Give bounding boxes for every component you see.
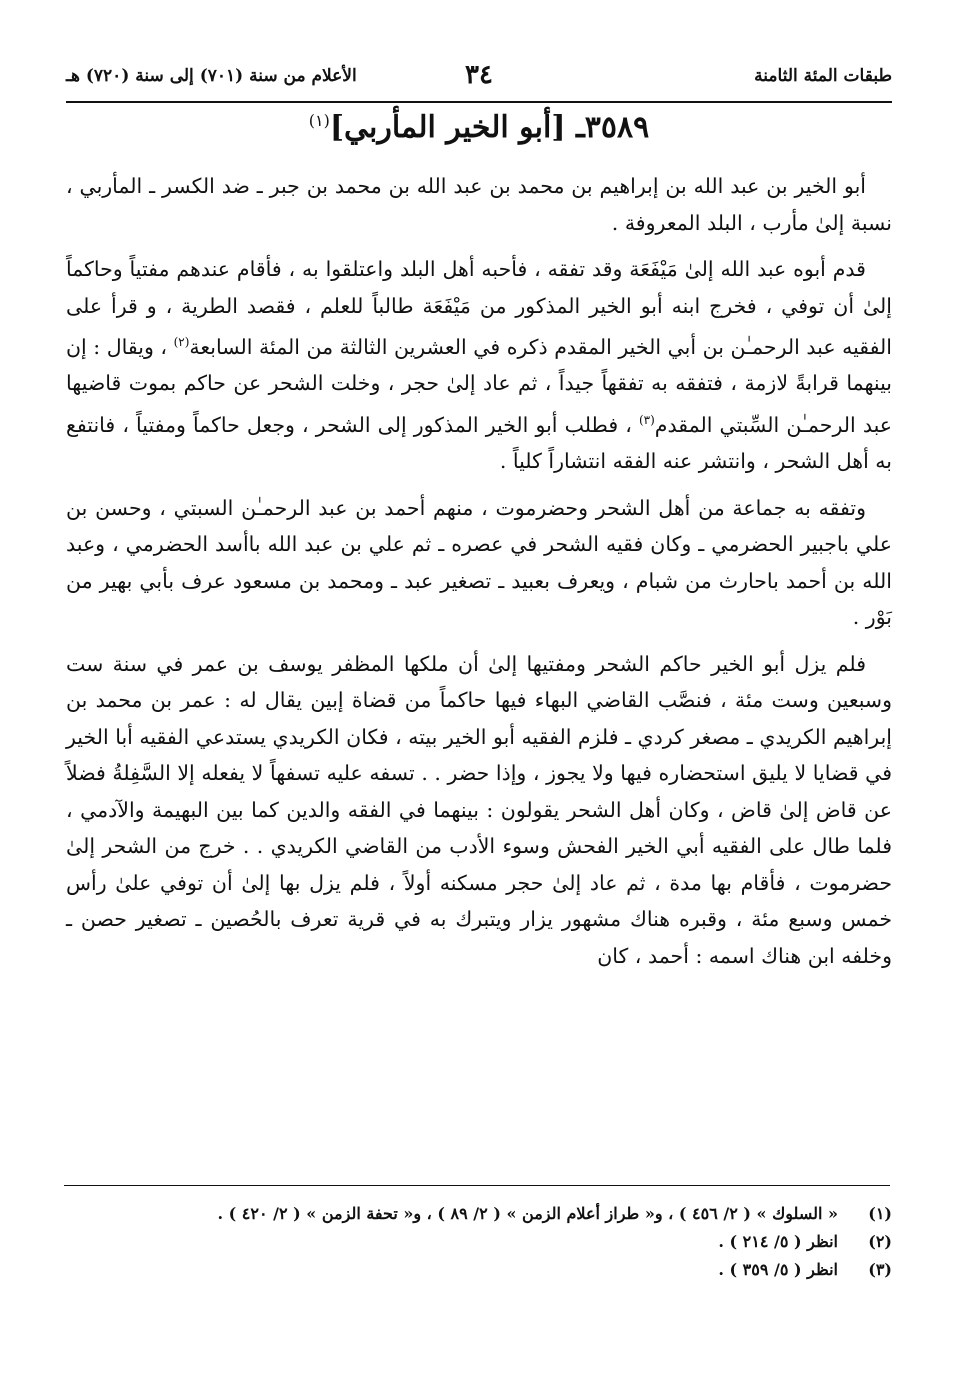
footnote-ref: (٢) — [173, 335, 190, 349]
entry-title-footnote-ref: (١) — [308, 111, 330, 130]
footnote-number: (٣) — [868, 1260, 892, 1279]
footnote-text: انظر ( ٥/ ٢١٤ ) . — [718, 1232, 838, 1251]
paragraph-text: فلم يزل أبو الخير حاكم الشحر ومفتيها إلىٰ أن ملكها المظفر يوسف بن عمر في سنة ست وسبعين وست مئة ، فنصَّب القاضي البهاء فيها حاكماً من قضاة إبين يقال له : عمر بن محمد بن إبراهيم الكريدي ـ مصغر كردي ـ فلزم الفقيه أبو الخير بيته ، فكان الكريدي يستدعي الفقيه أبا الخير في قضايا لا يليق استحضاره فيها ولا يجوز ، وإذا حضر . . تسفه عليه تسفهاً لا يفعله إلا السَّفِلةُ فضلاً عن قاض إلىٰ قاض ، وكان أهل الشحر يقولون : بينهما في الفقه والدين كما بين البهيمة والآدمي ، فلما طال على الفقيه أبي الخير الفحش وسوء الأدب من القاضي الكريدي . . خرج من الشحر إلىٰ حضرموت ، فأقام بها مدة ، ثم عاد إلىٰ حجر مسكنه أولاً ، فلم يزل بها إلىٰ أن توفي علىٰ رأس خمس وسبع مئة ، وقبره هناك مشهور يزار ويتبرك به في قرية تعرف بالحُصين ـ تصغير حصن ـ وخلفه ابن هناك اسمه : أحمد ، كان — [66, 651, 892, 968]
page-number: ٣٤ — [465, 60, 493, 90]
paragraph — [66, 168, 892, 241]
footnote-number: (١) — [868, 1204, 892, 1223]
footnotes — [66, 1200, 892, 1284]
footnote-ref: (٣) — [638, 412, 655, 427]
body-text — [66, 168, 892, 984]
entry-title-text: ٣٥٨٩ـ [أبو الخير المأربي] — [329, 110, 650, 145]
footnote-number: (٢) — [868, 1232, 892, 1251]
paragraph — [66, 646, 892, 975]
footnote-text: « السلوك » ( ٢/ ٤٥٦ ) ، و« طراز أعلام الزمن » ( ٢/ ٨٩ ) ، و« تحفة الزمن » ( ٢/ ٤٢٠ ) . — [217, 1204, 838, 1223]
header-range-title: الأعلام من سنة (٧٠١) إلى سنة (٧٢٠) هـ — [66, 66, 357, 86]
header-section-title: طبقات المئة الثامنة — [754, 66, 892, 86]
running-header — [66, 62, 892, 98]
entry-title — [66, 110, 892, 145]
paragraph-text: أبو الخير بن عبد الله بن إبراهيم بن محمد بن عبد الله بن محمد بن جبر ـ ضد الكسر ـ المأربي ، نسبة إلىٰ مأرب ، البلد المعروفة . — [66, 174, 892, 235]
paragraph-text: وتفقه به جماعة من أهل الشحر وحضرموت ، منهم أحمد بن عبد الرحمـٰن السبتي ، وحسن بن علي باجبير الحضرمي ـ وكان فقيه الشحر في عصره ـ ثم علي بن عبد الله باأسد الحضرمي ، وعبد الله بن أحمد باحارث من شبام ، ويعرف بعبيد ـ تصغير عبد ـ ومحمد بن مسعود عرف بأبي بهير من بَوْر . — [66, 495, 892, 630]
paragraph — [66, 490, 892, 636]
footnote — [66, 1228, 892, 1256]
footnote — [66, 1200, 892, 1228]
paragraph-text: قدم أبوه عبد الله إلىٰ مَيْفَعَة وقد تفقه ، فأحبه أهل البلد واعتلقوا به ، فأقام عندهم مفتياً وحاكماً إلىٰ أن توفي ، فخرج ابنه أبو الخير المذكور من مَيْفَعَة طالباً للعلم ، فقصد الطرية ، و قرأ على الفقيه عبد الرحمـٰن بن أبي الخير المقدم ذكره في العشرين الثالثة من المئة السابعة — [66, 257, 892, 359]
footnote-text: انظر ( ٥/ ٣٥٩ ) . — [718, 1260, 838, 1279]
paragraph-text: ، ويقال : إن بينهما قرابةً لازمة ، فتفقه به تفقهاً جيداً ، ثم عاد إلىٰ حجر ، وخلت الشحر عن حاكم بموت قاضيها عبد الرحمـٰن السِّبتي المقدم — [66, 334, 893, 437]
paragraph — [66, 251, 892, 480]
header-divider — [66, 101, 892, 103]
footnotes-divider — [64, 1185, 890, 1186]
paragraph-text: ، فطلب أبو الخير المذكور إلى الشحر ، وجعل حاكماً ومفتياً ، فانتفع به أهل الشحر ، وانتشر عنه الفقه انتشاراً كلياً . — [66, 412, 892, 474]
footnote — [66, 1256, 892, 1284]
